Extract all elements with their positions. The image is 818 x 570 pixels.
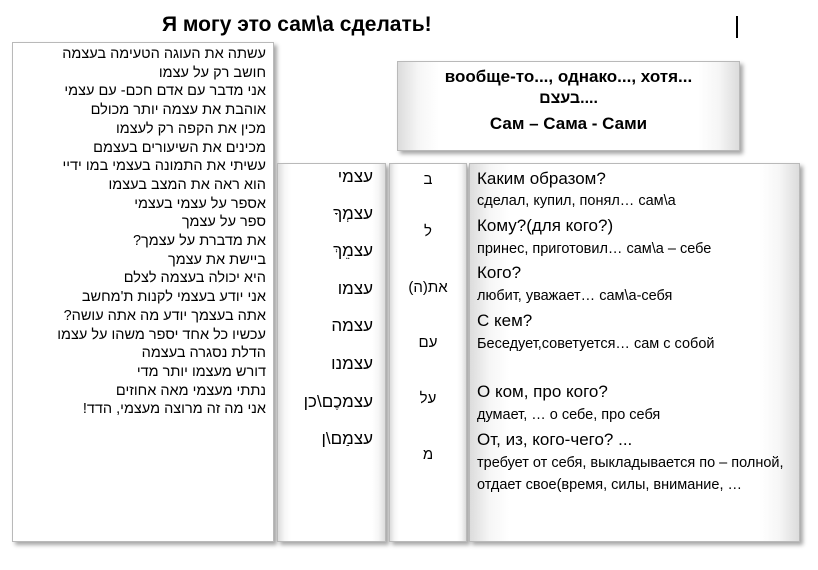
preposition-item: ל xyxy=(424,223,432,240)
phrase-line: Сам – Сама - Сами xyxy=(489,114,648,133)
preposition-item: עם xyxy=(418,334,438,351)
text-cursor xyxy=(736,16,738,38)
preposition-item: ב xyxy=(423,171,433,188)
phrase-line: вообще-то..., однако..., хотя... xyxy=(444,67,693,86)
example-sentence: מכינים את השיעורים בעצמם xyxy=(93,139,266,156)
pronoun-item: עצמְךָ xyxy=(333,204,373,223)
example-sentence: אוהבת את עצמה יותר מכולם xyxy=(90,102,266,119)
question-text: Каким образом? xyxy=(477,169,606,188)
question-text: Кому?(для кого?) xyxy=(477,216,614,235)
pronoun-item: עצמו xyxy=(337,279,373,298)
example-sentence: נתתי מעצמי מאה אחוזים xyxy=(115,382,266,399)
example-sentence: עכשיו כל אחד יספר משהו על עצמו xyxy=(57,326,266,343)
example-sentence: עשיתי את התמונה בעצמי במו ידיי xyxy=(62,158,266,175)
example-sentence: ספר על עצמך xyxy=(181,214,266,231)
example-sentence: הוא ראה את המצב בעצמו xyxy=(108,176,266,193)
example-sentence: ביישת את עצמך xyxy=(167,251,266,268)
pronoun-item: עצמכֶם\כן xyxy=(303,392,373,411)
answer-text: Беседует,советуется… сам с собой xyxy=(477,336,715,352)
example-sentences-box xyxy=(12,42,274,542)
example-sentence: עשתה את העוגה הטעימה בעצמה xyxy=(62,46,266,62)
phrase-line: ....בעצם xyxy=(539,90,598,107)
answer-text: любит, уважает… сам\а-себя xyxy=(477,288,673,304)
answer-text: принес, приготовил… сам\а – себе xyxy=(477,241,712,257)
answer-text: требует от себя, выкладывается по – полной, отдает свое(время, силы, внимание, … xyxy=(477,455,784,493)
preposition-item: את(ה) xyxy=(408,279,448,296)
example-sentence: מכין את הקפה רק לעצמו xyxy=(115,120,266,137)
example-sentence: דורש מעצמו יותר מדי xyxy=(136,363,266,380)
preposition-item: מ xyxy=(422,446,434,463)
example-sentence: הדלת נסגרה בעצמה xyxy=(141,345,266,362)
example-sentence: אני מה זה מרוצה מעצמי, הדד! xyxy=(82,401,266,418)
example-sentence: אני יודע בעצמי לקנות ת'מחשב xyxy=(81,289,266,306)
pronoun-column xyxy=(277,163,386,542)
phrases-box xyxy=(397,61,740,151)
example-sentence: חושב רק על עצמו xyxy=(158,64,266,81)
example-sentence: אספר על עצמי בעצמי xyxy=(134,195,266,212)
example-sentence: היא יכולה בעצמה לצלם xyxy=(123,270,266,287)
example-sentence: את מדברת על עצמך? xyxy=(132,233,266,250)
preposition-column xyxy=(389,163,467,542)
answer-text: думает, … о себе, про себя xyxy=(477,407,661,423)
pronoun-item: עצמנו xyxy=(331,354,373,373)
question-text: С кем? xyxy=(477,311,533,330)
example-sentence: אתה בעצמך יודע מה אתה עושה? xyxy=(63,307,266,324)
pronoun-item: עצמַם\ן xyxy=(321,429,373,448)
example-sentence: אני מדבר עם אדם חכם- עם עצמי xyxy=(64,83,266,100)
answer-text: сделал, купил, понял… сам\а xyxy=(477,193,676,209)
pronoun-item: עצמֵךְ xyxy=(333,241,373,260)
question-text: Кого? xyxy=(477,263,522,282)
preposition-item: על xyxy=(419,390,437,407)
question-column xyxy=(469,163,800,542)
pronoun-item: עצמי xyxy=(337,167,373,186)
question-text: От, из, кого-чего? ... xyxy=(477,430,633,449)
page-title: Я могу это сам\а сделать! xyxy=(162,13,432,36)
question-text: О ком, про кого? xyxy=(477,382,608,401)
pronoun-item: עצמה xyxy=(331,316,373,335)
